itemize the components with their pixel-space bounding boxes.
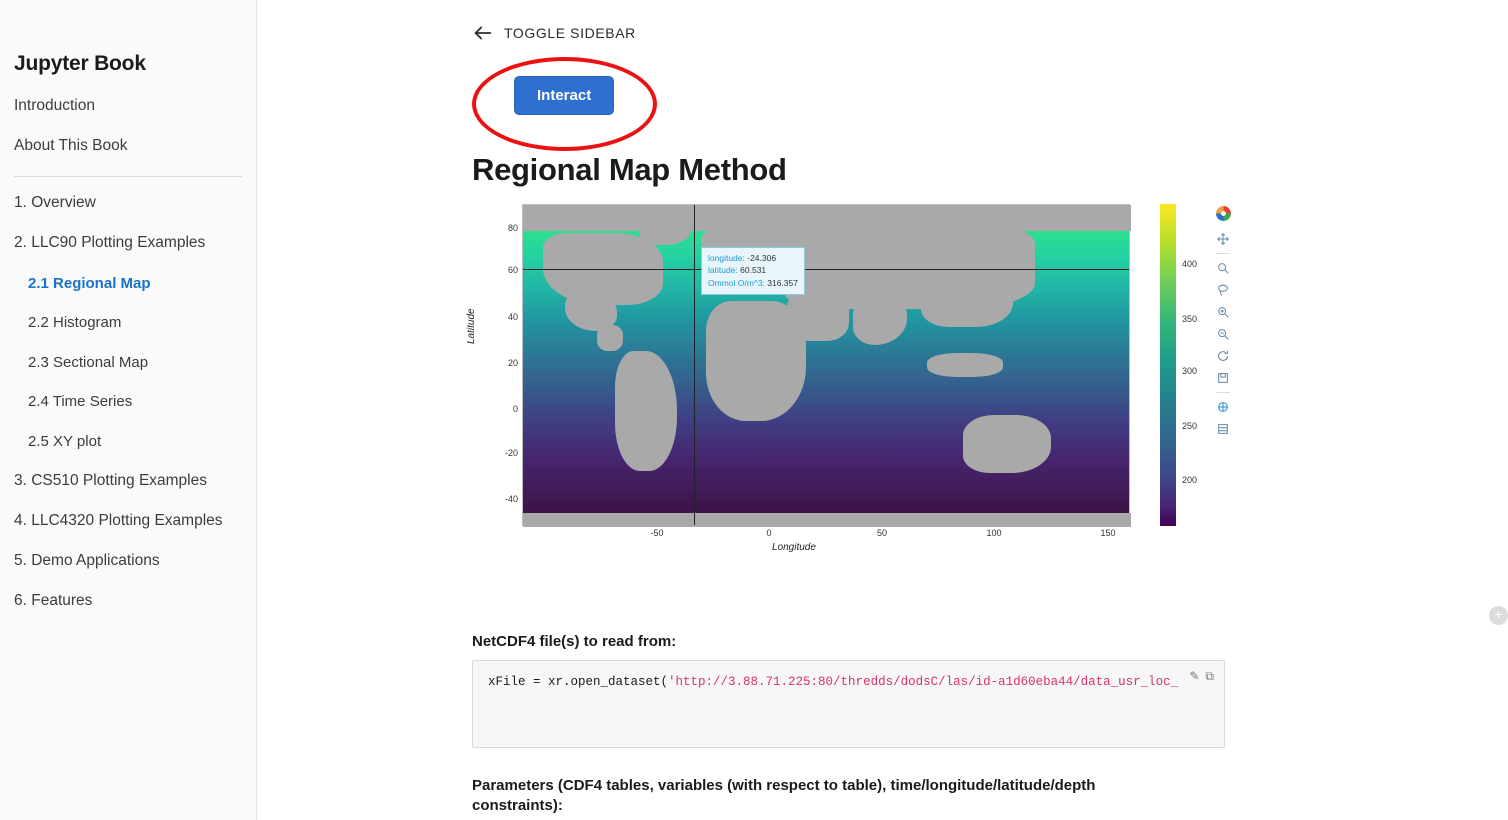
tooltip-variable-value: 316.357 xyxy=(767,277,798,288)
sidebar-item-features[interactable]: 6. Features xyxy=(14,592,93,610)
land-indonesia xyxy=(927,353,1003,377)
sidebar-item-cs510-plotting-examples[interactable]: 3. CS510 Plotting Examples xyxy=(14,472,207,490)
sidebar-brand: Jupyter Book xyxy=(14,52,146,75)
params-label: Parameters (CDF4 tables, variables (with respect to table), time/longitude/latitude/depth constraints): xyxy=(472,777,1096,815)
y-tick-40: 40 xyxy=(507,312,518,322)
y-axis-label: Latitude xyxy=(466,308,477,344)
toggle-sidebar-label: TOGGLE SIDEBAR xyxy=(504,25,636,41)
interact-area xyxy=(472,62,692,134)
plus-circle-icon[interactable]: + xyxy=(1489,606,1508,625)
map-canvas[interactable] xyxy=(522,204,1130,526)
y-tick-minus40: -40 xyxy=(504,494,518,504)
colorbar-tick-200: 200 xyxy=(1182,475,1198,485)
crosshair-horizontal xyxy=(523,269,1129,270)
colorbar-tick-250: 250 xyxy=(1182,421,1198,431)
colorbar-tick-350: 350 xyxy=(1182,314,1198,324)
land-antarctic-edge xyxy=(523,513,1131,527)
netcdf-code-cell[interactable] xyxy=(472,660,1225,748)
x-tick-150: 150 xyxy=(1100,528,1116,538)
sidebar-divider xyxy=(14,176,242,177)
bokeh-logo-icon xyxy=(1216,206,1231,221)
land-australia xyxy=(963,415,1051,473)
y-tick-minus20: -20 xyxy=(504,448,518,458)
x-tick-50: 50 xyxy=(876,528,888,538)
arrow-left-icon xyxy=(472,22,494,44)
y-tick-60: 60 xyxy=(507,265,518,275)
sidebar-item-histogram[interactable]: 2.2 Histogram xyxy=(28,314,122,332)
main-content xyxy=(257,0,1503,820)
toolbar-divider-1 xyxy=(1216,253,1230,254)
y-tick-0: 0 xyxy=(512,404,518,414)
sidebar-item-llc90-plotting-examples[interactable]: 2. LLC90 Plotting Examples xyxy=(14,234,206,252)
sidebar-item-regional-map[interactable]: 2.1 Regional Map xyxy=(28,274,151,292)
netcdf-label: NetCDF4 file(s) to read from: xyxy=(472,633,677,650)
sidebar-item-xy-plot[interactable]: 2.5 XY plot xyxy=(28,432,102,450)
colorbar xyxy=(1160,204,1176,526)
toolbar-divider-2 xyxy=(1216,392,1230,393)
reset-icon[interactable] xyxy=(1215,348,1231,364)
sidebar-item-introduction[interactable]: Introduction xyxy=(14,97,95,114)
zoom-out-icon[interactable] xyxy=(1215,326,1231,342)
y-tick-20: 20 xyxy=(507,358,518,368)
zoom-in-icon[interactable] xyxy=(1215,304,1231,320)
sidebar-item-sectional-map[interactable]: 2.3 Sectional Map xyxy=(28,353,149,371)
land-central-america xyxy=(597,325,623,351)
hover-tooltip xyxy=(701,247,805,295)
sidebar-item-demo-applications[interactable]: 5. Demo Applications xyxy=(14,552,160,570)
tooltip-latitude-key: latitude: xyxy=(708,265,738,276)
netcdf-code-string: 'http://3.88.71.225:80/thredds/dodsC/las/id-a1d60eba44/data_usr_loc_ xyxy=(668,675,1179,689)
sidebar-item-llc4320-plotting-examples[interactable]: 4. LLC4320 Plotting Examples xyxy=(14,512,223,530)
sidebar-item-time-series[interactable]: 2.4 Time Series xyxy=(28,393,133,411)
tooltip-latitude-value: 60.531 xyxy=(740,265,767,276)
land-south-america xyxy=(615,351,677,471)
hover-icon[interactable] xyxy=(1215,399,1231,415)
x-tick-100: 100 xyxy=(986,528,1002,538)
plot-toolbar[interactable] xyxy=(1212,204,1234,437)
regional-map-plot[interactable] xyxy=(466,204,1482,569)
x-axis-label: Longitude xyxy=(772,542,816,553)
lasso-select-icon[interactable] xyxy=(1215,282,1231,298)
tooltip-longitude-value: -24.306 xyxy=(747,253,777,263)
sidebar-item-overview[interactable]: 1. Overview xyxy=(14,194,96,212)
x-tick-minus50: -50 xyxy=(650,528,664,538)
save-icon[interactable] xyxy=(1215,370,1231,386)
netcdf-code-prefix: xFile = xr.open_dataset( xyxy=(488,675,669,689)
pencil-icon[interactable]: ✎ xyxy=(1189,669,1200,683)
copy-icon[interactable]: ⧉ xyxy=(1205,669,1214,683)
crosshair-vertical xyxy=(694,205,695,525)
cell-action-icons xyxy=(1189,669,1214,684)
box-zoom-icon[interactable] xyxy=(1215,260,1231,276)
tooltip-variable-key: Ommol O/m^3: xyxy=(708,277,765,288)
tooltip-longitude-key: longitude: xyxy=(708,253,745,263)
colorbar-tick-400: 400 xyxy=(1182,259,1198,269)
sidebar xyxy=(0,0,257,820)
page-title: Regional Map Method xyxy=(472,152,787,187)
sidebar-nav xyxy=(0,86,256,622)
sidebar-item-about-this-book[interactable]: About This Book xyxy=(14,137,128,155)
colorbar-tick-300: 300 xyxy=(1182,366,1198,376)
y-tick-80: 80 xyxy=(507,223,518,233)
pan-icon[interactable] xyxy=(1215,231,1231,247)
land-china-east xyxy=(921,267,1013,327)
x-tick-0: 0 xyxy=(766,528,772,538)
netcdf-code-line xyxy=(488,675,1178,689)
table-icon[interactable] xyxy=(1215,421,1231,437)
toggle-sidebar-button[interactable] xyxy=(257,0,636,44)
interact-button[interactable]: Interact xyxy=(514,76,614,115)
